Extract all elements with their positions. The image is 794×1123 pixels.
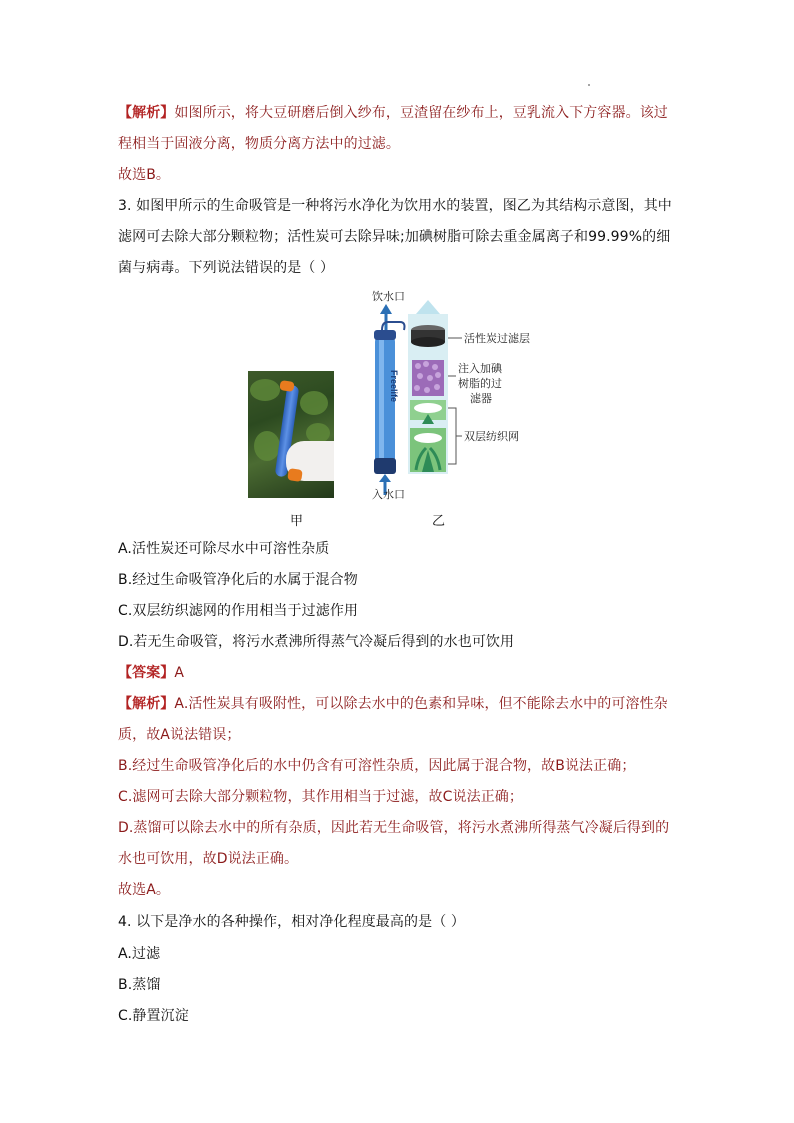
conclusion-q3: 故选A。 [118, 882, 170, 898]
answer-value: A [174, 665, 185, 681]
q4-option-b: B.蒸馏 [118, 977, 161, 993]
question-3-line2: 滤网可去除大部分颗粒物；活性炭可去除异味;加碘树脂可除去重金属离子和99.99%的细 [118, 229, 671, 245]
photo-caption: 甲 [290, 514, 304, 529]
answer-tag: 【答案】 [118, 665, 175, 681]
leaf-shape [250, 379, 280, 401]
stray-dot [588, 84, 590, 86]
leaf-shape [254, 431, 280, 461]
straw-highlight [379, 334, 384, 474]
inlet-label: 入水口 [372, 488, 405, 501]
mesh-disc-lower [414, 433, 442, 443]
life-straw-photo [248, 371, 334, 498]
analysis-q2-line2: 程相当于固液分离，物质分离方法中的过滤。 [118, 136, 400, 152]
straw-bottom-cap [287, 468, 303, 482]
analysis-q3-line6: 水也可饮用，故D说法正确。 [118, 851, 299, 867]
straw-top-cap [374, 330, 396, 340]
carbon-bottom [411, 337, 445, 347]
conclusion-q2: 故选B。 [118, 167, 171, 183]
resin-label-line1: 注入加碘 [458, 362, 502, 375]
structure-diagram [360, 290, 550, 505]
mesh-label: 双层纺织网 [464, 430, 519, 443]
question-3-line1: 3. 如图甲所示的生命吸管是一种将污水净化为饮用水的装置，图乙为其结构示意图，其中 [118, 198, 672, 214]
mesh-bracket [448, 408, 462, 464]
leaf-shape [306, 423, 330, 443]
answer-line [118, 663, 184, 683]
q4-option-a: A.过滤 [118, 946, 161, 962]
outlet-label: 饮水口 [372, 290, 405, 303]
inlet-arrow-head [379, 474, 391, 482]
q4-option-c: C.静置沉淀 [118, 1008, 189, 1024]
outlet-arrow-head [380, 304, 392, 314]
analysis-tag: 【解析】 [118, 105, 175, 121]
option-a: A.活性炭还可除尽水中可溶性杂质 [118, 541, 330, 557]
resin-dots [414, 361, 441, 393]
leaf-shape [300, 391, 328, 415]
analysis-q2-line1: 【解析】如图所示，将大豆研磨后倒入纱布，豆渣留在纱布上，豆乳流入下方容器。该过 [118, 105, 668, 121]
analysis-q3-line3: B.经过生命吸管净化后的水中仍含有可溶性杂质，因此属于混合物，故B说法正确； [118, 758, 636, 774]
analysis-tag: 【解析】 [118, 696, 175, 712]
option-d: D.若无生命吸管，将污水煮沸所得蒸气冷凝后得到的水也可饮用 [118, 634, 515, 650]
resin-label-line2: 树脂的过 [458, 377, 502, 390]
straw-body [375, 334, 395, 474]
analysis-q3-line5: D.蒸馏可以除去水中的所有杂质，因此若无生命吸管，将污水煮沸所得蒸气冷凝后得到的 [118, 820, 670, 836]
resin-label-line3: 滤器 [470, 392, 492, 405]
straw-top-cap [279, 380, 294, 392]
option-c: C.双层纺织滤网的作用相当于过滤作用 [118, 603, 359, 619]
top-flow-arrow [416, 300, 440, 314]
analysis-q3-line2: 质，故A说法错误； [118, 727, 241, 743]
analysis-q3-line4: C.滤网可去除大部分颗粒物，其作用相当于过滤，故C说法正确； [118, 789, 523, 805]
carbon-layer-label: 活性炭过滤层 [464, 332, 530, 345]
straw-bottom-cap [374, 458, 396, 474]
mesh-disc-upper [414, 403, 442, 413]
diagram-caption: 乙 [432, 514, 446, 529]
diagram-svg [360, 290, 550, 505]
straw-brand-text: Freelife [389, 370, 399, 403]
analysis-q3-line1: 【解析】A.活性炭具有吸附性，可以除去水中的色素和异味，但不能除去水中的可溶性杂 [118, 696, 668, 712]
question-3-line3: 菌与病毒。下列说法错误的是（ ） [118, 260, 335, 276]
question-4-stem: 4. 以下是净水的各种操作，相对净化程度最高的是（ ） [118, 914, 465, 930]
option-b: B.经过生命吸管净化后的水属于混合物 [118, 572, 358, 588]
